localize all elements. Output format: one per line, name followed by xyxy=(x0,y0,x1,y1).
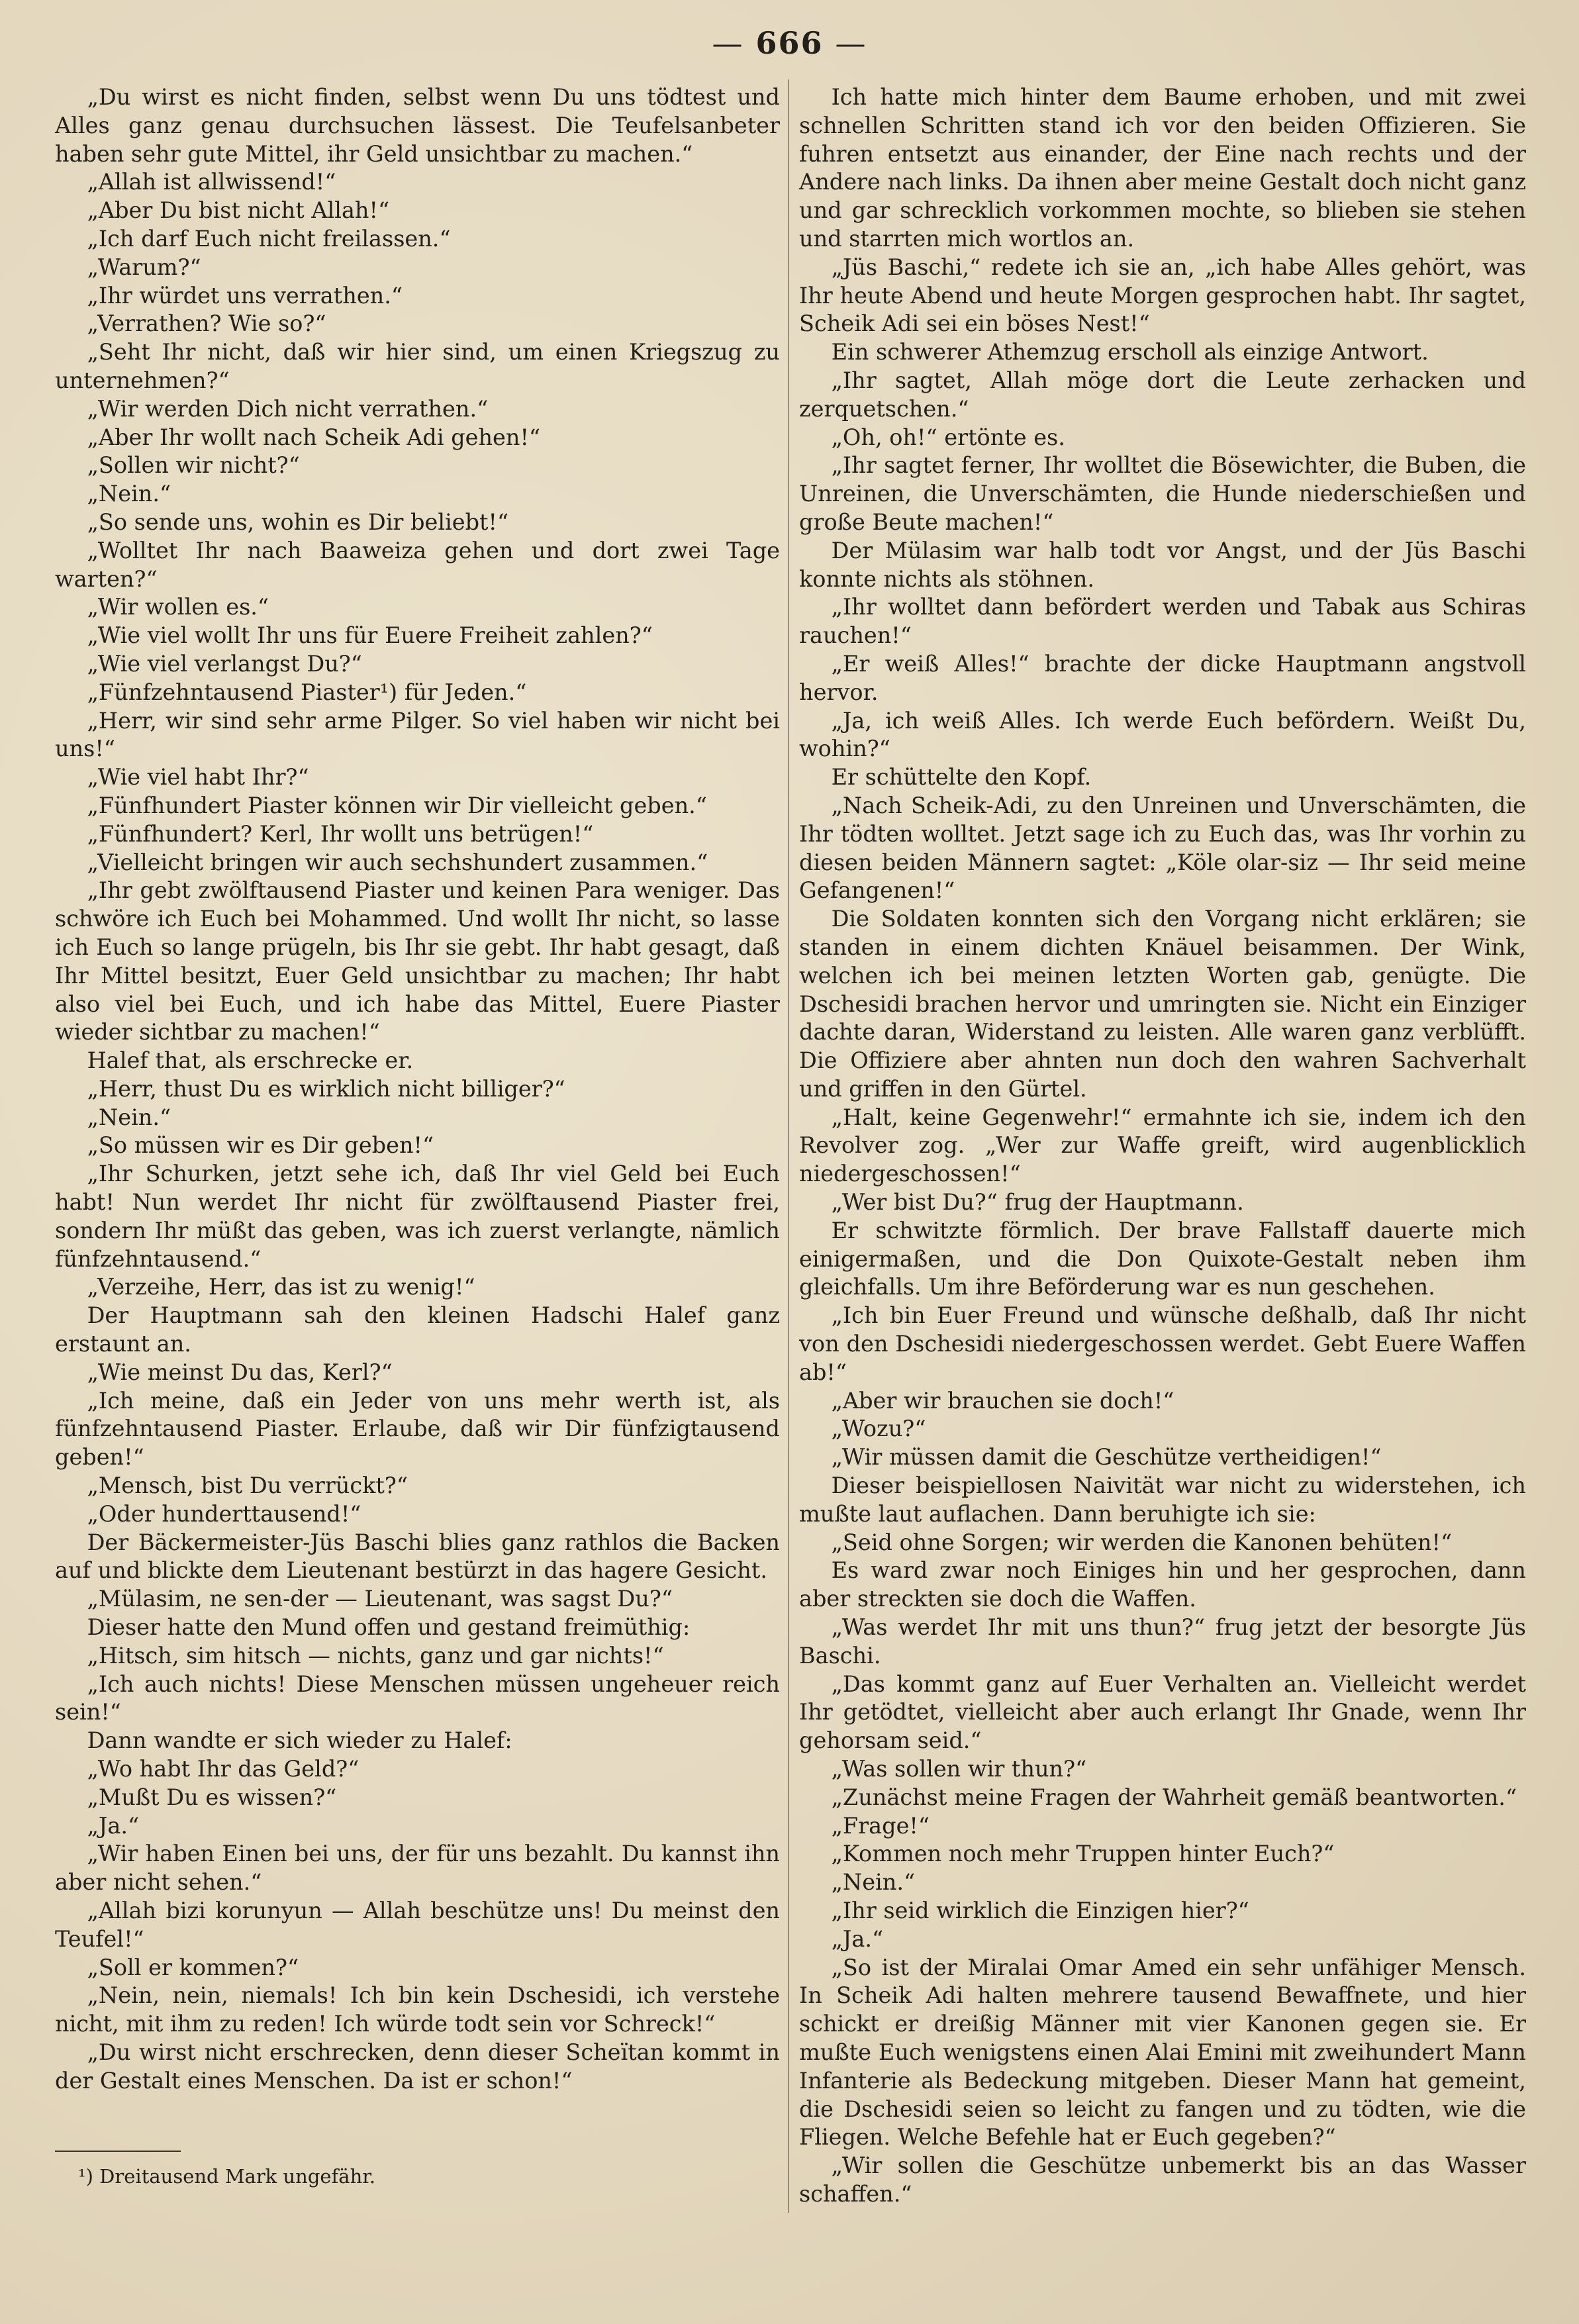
paragraph: „Mensch, bist Du verrückt?“ xyxy=(87,1473,408,1499)
paragraph: „Warum?“ xyxy=(87,254,201,280)
paragraph: „Soll er kommen?“ xyxy=(87,1954,299,1980)
paragraph: „Wo habt Ihr das Geld?“ xyxy=(87,1756,359,1782)
paragraph: „So müssen wir es Dir geben!“ xyxy=(87,1132,434,1159)
paragraph: „Ihr sagtet, Allah möge dort die Leute zerhacken und zerquetschen.“ xyxy=(799,367,1526,422)
paragraph: Ich hatte mich hinter dem Baume erhoben, und mit zwei schnellen Schritten stand ich vor den beiden Offizieren. Sie fuhren entsetzt aus einander, der Eine nach rechts und der Andere nach links. Da ihnen aber meine Gestalt doch nicht ganz und gar schrecklich vorkommen mochte, so blieben sie stehen und starrten mich wortlos an. xyxy=(799,84,1526,252)
paragraph: Der Bäckermeister-Jüs Baschi blies ganz rathlos die Backen auf und blickte dem Lieutenant bestürzt in das hagere Gesicht. xyxy=(55,1529,780,1584)
paragraph: „Er weiß Alles!“ brachte der dicke Hauptmann angstvoll hervor. xyxy=(799,650,1526,705)
paragraph: „Wie meinst Du das, Kerl?“ xyxy=(87,1359,393,1385)
paragraph: „Das kommt ganz auf Euer Verhalten an. Vielleicht werdet Ihr getödtet, vielleicht aber auch erlangt Ihr Gnade, wenn Ihr gehorsam seid.“ xyxy=(799,1670,1526,1754)
paragraph: „Du wirst es nicht finden, selbst wenn Du uns tödtest und Alles ganz genau durchsuchen lässest. Die Teufelsanbeter haben sehr gute Mittel, ihr Geld unsichtbar zu machen.“ xyxy=(55,84,780,167)
paragraph: „Verzeihe, Herr, das ist zu wenig!“ xyxy=(87,1274,475,1300)
paragraph: „Oder hunderttausend!“ xyxy=(87,1500,361,1527)
paragraph: „Ja.“ xyxy=(87,1812,140,1839)
paragraph: „Ja.“ xyxy=(831,1925,884,1952)
left-column xyxy=(55,83,780,2096)
paragraph: „Allah bizi korunyun — Allah beschütze uns! Du meinst den Teufel!“ xyxy=(55,1898,780,1952)
paragraph: „Wir sollen die Geschütze unbemerkt bis an das Wasser schaffen.“ xyxy=(799,2153,1526,2207)
paragraph: „Ja, ich weiß Alles. Ich werde Euch befördern. Weißt Du, wohin?“ xyxy=(799,707,1526,762)
paragraph: „Fünfzehntausend Piaster¹) für Jeden.“ xyxy=(87,679,527,705)
paragraph: „Herr, thust Du es wirklich nicht billiger?“ xyxy=(87,1075,565,1102)
paragraph: „Verrathen? Wie so?“ xyxy=(87,311,326,337)
paragraph: „Frage!“ xyxy=(831,1812,930,1839)
paragraph: „Wer bist Du?“ frug der Hauptmann. xyxy=(831,1189,1244,1216)
paragraph: „Mußt Du es wissen?“ xyxy=(87,1784,337,1810)
paragraph: „Jüs Baschi,“ redete ich sie an, „ich habe Alles gehört, was Ihr heute Abend und heute Morgen gesprochen habt. Ihr sagtet, Scheik Adi sei ein böses Nest!“ xyxy=(799,254,1526,337)
paragraph: „Ich bin Euer Freund und wünsche deßhalb, daß Ihr nicht von den Dschesidi niedergeschossen werdet. Gebt Euere Waffen ab!“ xyxy=(799,1302,1526,1385)
paragraph: „Allah ist allwissend!“ xyxy=(87,169,336,195)
paragraph: „So sende uns, wohin es Dir beliebt!“ xyxy=(87,508,509,535)
paragraph: „Seht Ihr nicht, daß wir hier sind, um einen Kriegszug zu unternehmen?“ xyxy=(55,339,780,393)
page-number: 666 xyxy=(755,25,824,61)
paragraph: „Oh, oh!“ ertönte es. xyxy=(831,424,1065,450)
paragraph: „Wie viel wollt Ihr uns für Euere Freiheit zahlen?“ xyxy=(87,622,653,649)
paragraph: Dieser beispiellosen Naivität war nicht zu widerstehen, ich mußte laut auflachen. Dann beruhigte ich sie: xyxy=(799,1473,1526,1527)
paragraph: „Halt, keine Gegenwehr!“ ermahnte ich sie, indem ich den Revolver zog. „Wer zur Waffe greift, wird augenblicklich niedergeschossen!“ xyxy=(799,1104,1526,1187)
paragraph: „Zunächst meine Fragen der Wahrheit gemäß beantworten.“ xyxy=(831,1784,1517,1810)
paragraph: „Aber Du bist nicht Allah!“ xyxy=(87,197,390,224)
paragraph: Der Mülasim war halb todt vor Angst, und der Jüs Baschi konnte nichts als stöhnen. xyxy=(799,537,1526,592)
paragraph: „Vielleicht bringen wir auch sechshundert zusammen.“ xyxy=(87,849,708,875)
paragraph: Es ward zwar noch Einiges hin und her gesprochen, dann aber streckten sie doch die Waffen. xyxy=(799,1557,1526,1612)
paragraph: „Nein.“ xyxy=(831,1869,916,1896)
right-column xyxy=(799,83,1526,2209)
paragraph: „Ihr würdet uns verrathen.“ xyxy=(87,282,403,309)
paragraph: „Nein.“ xyxy=(87,1104,171,1130)
paragraph: Ein schwerer Athemzug erscholl als einzige Antwort. xyxy=(831,339,1429,365)
paragraph: Er schwitzte förmlich. Der brave Fallstaff dauerte mich einigermaßen, und die Don Quixote-Gestalt neben ihm gleichfalls. Um ihre Beförderung war es nun geschehen. xyxy=(799,1217,1526,1300)
paragraph: „Wir werden Dich nicht verrathen.“ xyxy=(87,395,489,422)
paragraph: „Seid ohne Sorgen; wir werden die Kanonen behüten!“ xyxy=(831,1529,1453,1555)
paragraph: „Wozu?“ xyxy=(831,1416,926,1442)
column-divider xyxy=(788,79,789,2213)
paragraph: Die Soldaten konnten sich den Vorgang nicht erklären; sie standen in einem dichten Knäuel beisammen. Der Wink, welchen ich bei meinen letzten Worten gab, genügte. Die Dschesidi brachen hervor und umringten sie. Nicht ein Einziger dachte daran, Widerstand zu leisten. Alle waren ganz verblüfft. Die Offiziere aber ahnten nun doch den wahren Sachverhalt und griffen in den Gürtel. xyxy=(799,906,1526,1102)
paragraph: „Nein, nein, niemals! Ich bin kein Dschesidi, ich verstehe nicht, mit ihm zu reden! Ich würde todt sein vor Schreck!“ xyxy=(55,1982,780,2037)
paragraph: „Aber wir brauchen sie doch!“ xyxy=(831,1387,1174,1414)
paragraph: „Kommen noch mehr Truppen hinter Euch?“ xyxy=(831,1841,1335,1867)
paragraph: „Was sollen wir thun?“ xyxy=(831,1756,1087,1782)
paragraph: „Fünfhundert Piaster können wir Dir vielleicht geben.“ xyxy=(87,792,707,818)
paragraph: „Wolltet Ihr nach Baaweiza gehen und dort zwei Tage warten?“ xyxy=(55,537,780,592)
paragraph: „Herr, wir sind sehr arme Pilger. So viel haben wir nicht bei uns!“ xyxy=(55,707,780,762)
paragraph: „Hitsch, sim hitsch — nichts, ganz und gar nichts!“ xyxy=(87,1642,664,1669)
paragraph: „Ihr sagtet ferner, Ihr wolltet die Bösewichter, die Buben, die Unreinen, die Unverschämten, die Hunde niederschießen und große Beute machen!“ xyxy=(799,452,1526,535)
paragraph: Dieser hatte den Mund offen und gestand freimüthig: xyxy=(87,1614,691,1641)
paragraph: „Ich meine, daß ein Jeder von uns mehr werth ist, als fünfzehntausend Piaster. Erlaube, daß wir Dir fünfzigtausend geben!“ xyxy=(55,1387,780,1471)
paragraph: „Ich auch nichts! Diese Menschen müssen ungeheuer reich sein!“ xyxy=(55,1670,780,1725)
paragraph: „Wir wollen es.“ xyxy=(87,594,269,620)
paragraph: Dann wandte er sich wieder zu Halef: xyxy=(87,1727,512,1754)
paragraph: „So ist der Miralai Omar Amed ein sehr unfähiger Mensch. In Scheik Adi halten mehrere tausend Bewaffnete, und hier schickt er dreißig Männer mit vier Kanonen gegen sie. Er mußte Euch wenigstens einen Alai Emini mit zweihundert Mann Infanterie als Bedeckung mitgeben. Dieser Mann hat gemeint, die Dschesidi seien so leicht zu fangen und zu tödten, wie die Fliegen. Welche Befehle hat er Euch gegeben?“ xyxy=(799,1954,1526,2151)
paragraph: „Wir müssen damit die Geschütze vertheidigen!“ xyxy=(831,1444,1382,1471)
paragraph: „Mülasim, ne sen-der — Lieutenant, was sagst Du?“ xyxy=(87,1586,673,1612)
paragraph: „Ihr gebt zwölftausend Piaster und keinen Para weniger. Das schwöre ich Euch bei Mohammed. Und wollt Ihr nicht, so lasse ich Euch so lange prügeln, bis Ihr sie gebt. Ihr habt gesagt, daß Ihr Mittel besitzt, Euer Geld unsichtbar zu machen; Ihr habt also viel bei Euch, und ich habe das Mittel, Euere Piaster wieder sichtbar zu machen!“ xyxy=(55,877,780,1045)
paragraph: „Ihr seid wirklich die Einzigen hier?“ xyxy=(831,1898,1249,1923)
paragraph: Halef that, als erschrecke er. xyxy=(87,1047,414,1074)
paragraph: „Ich darf Euch nicht freilassen.“ xyxy=(87,225,451,252)
paragraph: „Aber Ihr wollt nach Scheik Adi gehen!“ xyxy=(87,424,541,450)
paragraph: „Sollen wir nicht?“ xyxy=(87,452,300,479)
paragraph: „Nach Scheik-Adi, zu den Unreinen und Unverschämten, die Ihr tödten wolltet. Jetzt sage ich zu Euch das, was Ihr vorhin zu diesen beiden Männern sagtet: „Köle olar-siz — Ihr seid meine Gefangenen!“ xyxy=(799,792,1526,904)
paragraph: „Nein.“ xyxy=(87,481,171,507)
page-header xyxy=(0,25,1579,61)
paragraph: „Wie viel habt Ihr?“ xyxy=(87,764,309,791)
paragraph: „Fünfhundert? Kerl, Ihr wollt uns betrügen!“ xyxy=(87,820,594,847)
paragraph: „Wir haben Einen bei uns, der für uns bezahlt. Du kannst ihn aber nicht sehen.“ xyxy=(55,1841,780,1896)
header-dash-left: — xyxy=(712,25,744,61)
paragraph: „Ihr wolltet dann befördert werden und Tabak aus Schiras rauchen!“ xyxy=(799,594,1526,649)
footnote: ¹) Dreitausend Mark ungefähr. xyxy=(78,2165,376,2188)
paragraph: Der Hauptmann sah den kleinen Hadschi Halef ganz erstaunt an. xyxy=(55,1302,780,1357)
paragraph: „Wie viel verlangst Du?“ xyxy=(87,650,362,677)
paragraph: „Du wirst nicht erschrecken, denn dieser Scheïtan kommt in der Gestalt eines Menschen. Da ist er schon!“ xyxy=(55,2039,780,2094)
paragraph: „Was werdet Ihr mit uns thun?“ frug jetzt der besorgte Jüs Baschi. xyxy=(799,1614,1526,1669)
header-dash-right: — xyxy=(835,25,867,61)
paragraph: Er schüttelte den Kopf. xyxy=(831,764,1092,791)
paragraph: „Ihr Schurken, jetzt sehe ich, daß Ihr viel Geld bei Euch habt! Nun werdet Ihr nicht für zwölftausend Piaster frei, sondern Ihr müßt das geben, was ich zuerst verlangte, nämlich fünfzehntausend.“ xyxy=(55,1161,780,1272)
footnote-rule xyxy=(55,2151,181,2152)
